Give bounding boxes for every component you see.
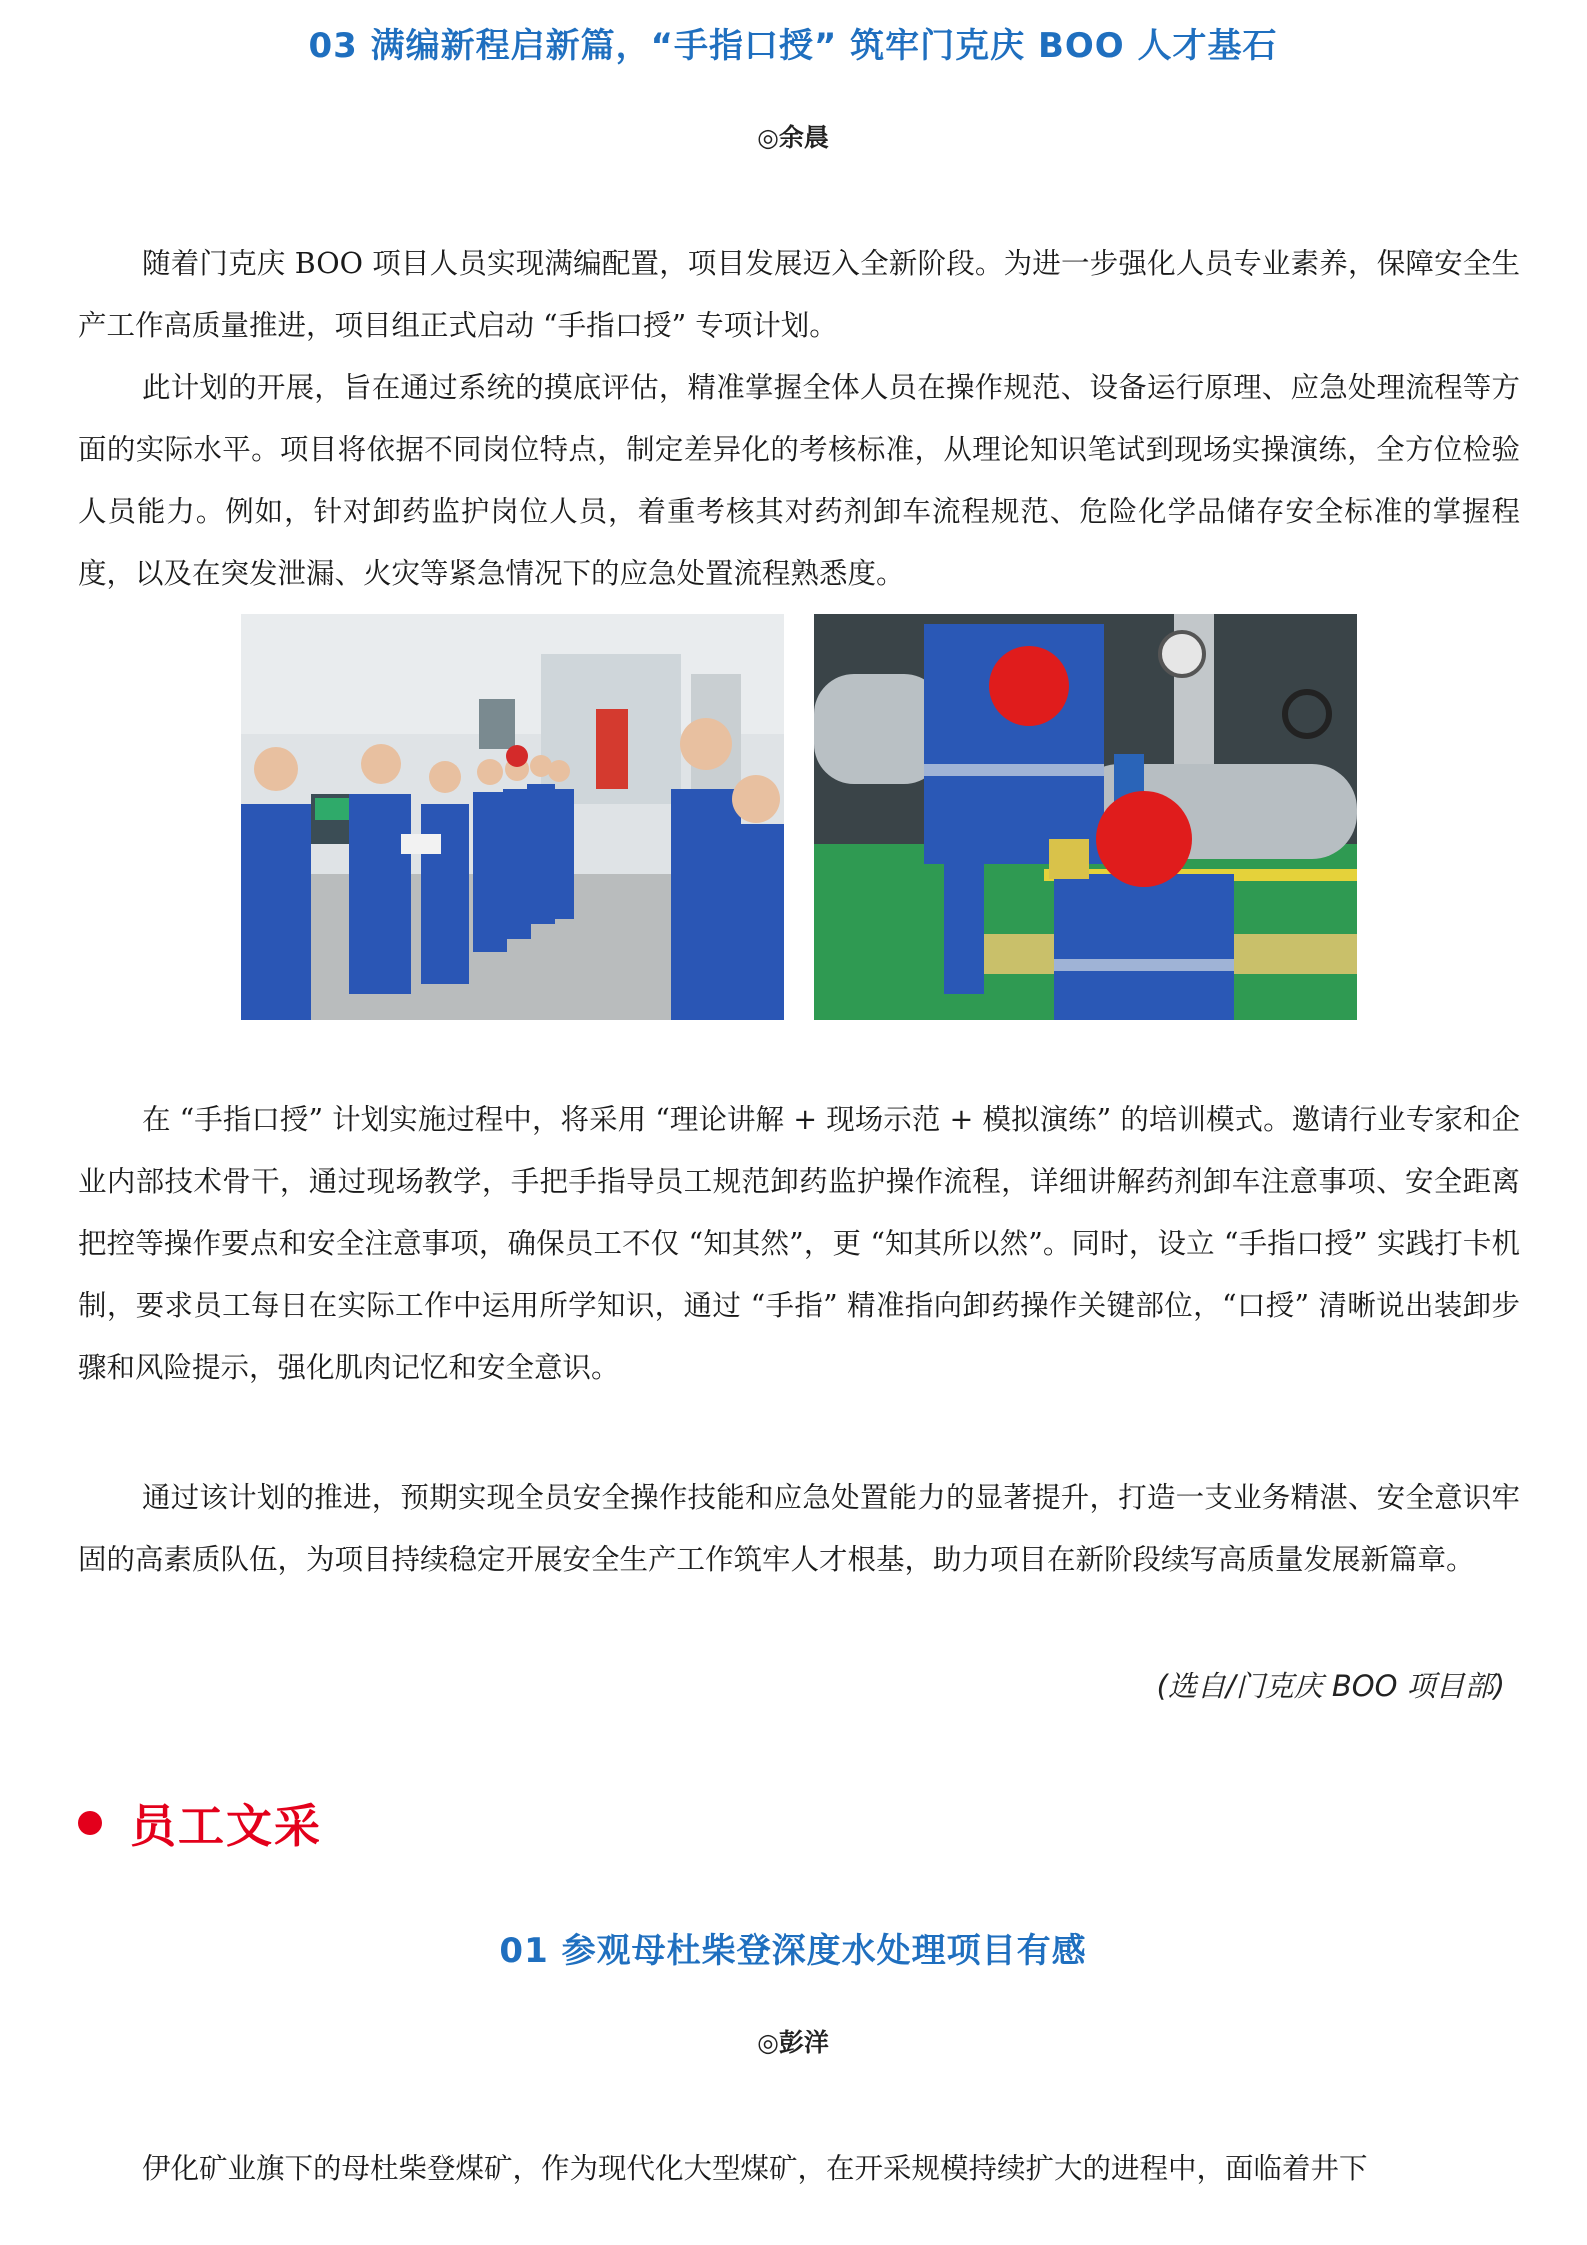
article-paragraph: 在 “手指口授” 计划实施过程中，将采用 “理论讲解 + 现场示范 + 模拟演练” 的培训模式。邀请行业专家和企业内部技术骨干，通过现场教学，手把手指导员工规范卸药监护操作流程，详细讲解药剂卸车注意事项、安全距离把控等操作要点和安全注意事项，确保员工不仅 “知其然”，更 “知其所以然”。同时，设立 “手指口授” 实践打卡机制，要求员工每日在实际工作中运用所学知识，通过 “手指” 精准指向卸药操作关键部位，“口授” 清晰说出装卸步骤和风险提示，强化肌肉记忆和安全意识。: [78, 1103, 1520, 1384]
bullet-dot-icon: [78, 1811, 102, 1835]
article-paragraph: 此计划的开展，旨在通过系统的摸底评估，精准掌握全体人员在操作规范、设备运行原理、应急处理流程等方面的实际水平。项目将依据不同岗位特点，制定差异化的考核标准，从理论知识笔试到现场实操演练，全方位检验人员能力。例如，针对卸药监护岗位人员，着重考核其对药剂卸车流程规范、危险化学品储存安全标准的掌握程度，以及在突发泄漏、火灾等紧急情况下的应急处置流程熟悉度。: [78, 371, 1520, 590]
section-header: [78, 1790, 322, 1856]
article-paragraph: 通过该计划的推进，预期实现全员安全操作技能和应急处置能力的显著提升，打造一支业务精湛、安全意识牢固的高素质队伍，为项目持续稳定开展安全生产工作筑牢人才根基，助力项目在新阶段续写高质量发展新篇章。: [78, 1481, 1520, 1576]
equipment-inspection-photo: [814, 614, 1357, 1020]
article-paragraph: 随着门克庆 BOO 项目人员实现满编配置，项目发展迈入全新阶段。为进一步强化人员专业素养，保障安全生产工作高质量推进，项目组正式启动 “手指口授” 专项计划。: [78, 247, 1520, 342]
section-title: 员工文采: [130, 1799, 322, 1853]
article-paragraph: 伊化矿业旗下的母杜柴登煤矿，作为现代化大型煤矿，在开采规模持续扩大的进程中，面临着井下: [142, 2152, 1368, 2185]
training-group-photo: [241, 614, 784, 1020]
article-source: (选自/门克庆 BOO 项目部): [1156, 1669, 1505, 1703]
article-author: ◎彭洋: [757, 2028, 829, 2057]
article-author: ◎余晨: [757, 123, 829, 152]
article-title: 01 参观母杜柴登深度水处理项目有感: [499, 1931, 1087, 1971]
article-title: 03 满编新程启新篇，“手指口授” 筑牢门克庆 BOO 人才基石: [308, 26, 1278, 66]
